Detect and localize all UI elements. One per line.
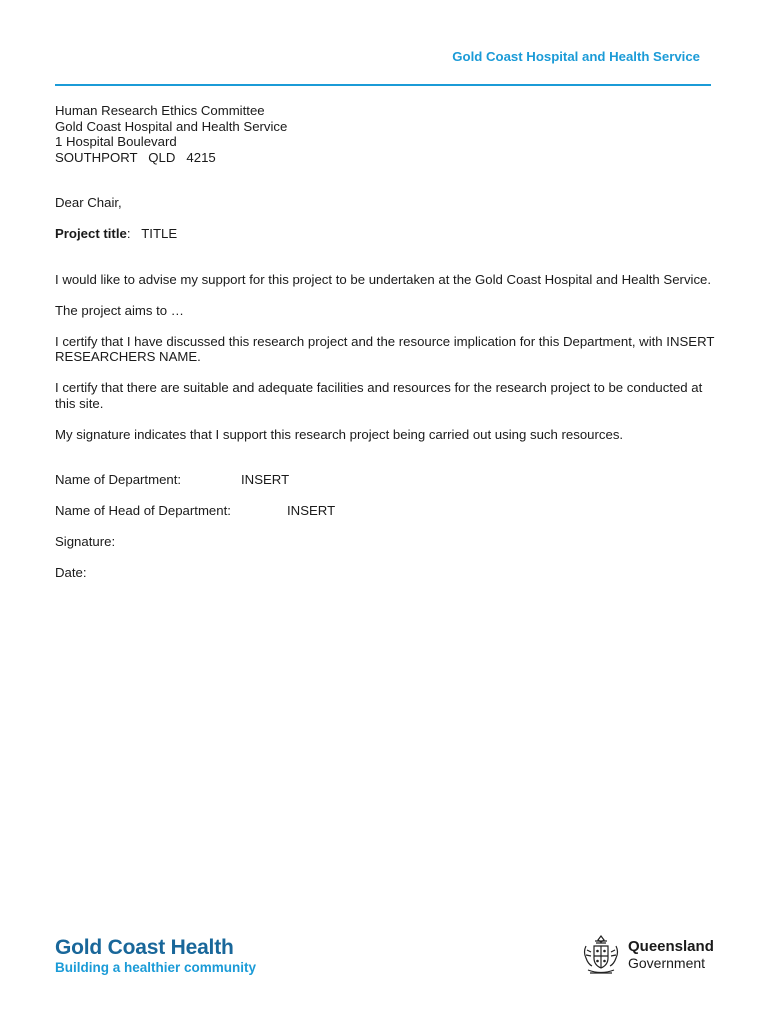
head-of-department-field [55, 503, 715, 519]
paragraph-signature-statement: My signature indicates that I support this research project being carried out using such resources. [55, 426, 624, 442]
address-line: Human Research Ethics Committee [55, 103, 265, 118]
gold-coast-health-logo [55, 936, 256, 976]
paragraph-discussed: I certify that I have discussed this research project and the resource implication for this Department, with INSERT RESEARCHERS NAME. [55, 333, 715, 364]
address-line: Gold Coast Hospital and Health Service [55, 118, 288, 134]
queensland-government-logo [578, 932, 714, 978]
recipient-address [55, 103, 715, 165]
paragraph-facilities: I certify that there are suitable and adequate facilities and resources for the research project to be conducted at this site. [55, 380, 703, 411]
address-line: 1 Hospital Boulevard [55, 134, 177, 149]
qld-wordmark-line2: Government [628, 955, 706, 971]
date-field: Date: [55, 565, 87, 580]
department-field [55, 472, 715, 488]
qld-wordmark-line1: Queensland [628, 938, 714, 955]
project-title-label: Project title [55, 226, 127, 241]
address-line: SOUTHPORT QLD 4215 [55, 149, 216, 165]
department-value: INSERT [241, 472, 290, 487]
department-label: Name of Department: [55, 472, 182, 487]
project-title-value: TITLE [141, 226, 178, 241]
header-org-title: Gold Coast Hospital and Health Service [452, 49, 700, 64]
project-title-colon: : [126, 226, 142, 241]
head-of-department-label: Name of Head of Department: [55, 503, 231, 518]
head-of-department-value: INSERT [287, 503, 336, 518]
project-title-line [55, 226, 715, 242]
qld-government-wordmark [628, 939, 714, 971]
gch-logo-name: Gold Coast Health [55, 936, 234, 959]
paragraph-aims: The project aims to … [55, 302, 184, 318]
paragraph-support: I would like to advise my support for this project to be undertaken at the Gold Coast Hospital and Health Service. [55, 271, 712, 287]
signature-field: Signature: [55, 534, 116, 549]
letter-body [55, 103, 715, 581]
salutation: Dear Chair, [55, 195, 122, 210]
qld-coat-of-arms-icon [578, 932, 624, 978]
header-divider [55, 84, 711, 86]
gch-logo-tagline: Building a healthier community [55, 960, 257, 975]
